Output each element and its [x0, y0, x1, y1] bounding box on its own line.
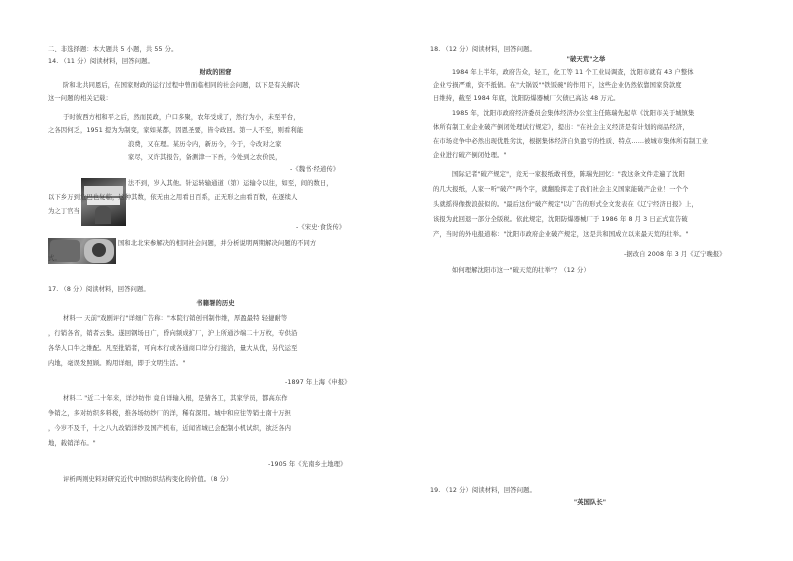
question-19-header: 19. （12 分）阅读材料，回答问题。	[430, 487, 536, 494]
q17-material-line: 争销之，多对纺织多料税，推各场纺纱厂的洋，稀有深用。城中和应往等销士南十万担	[48, 410, 292, 417]
question-17-header: 17. （8 分）阅读材料，回答问题。	[48, 286, 150, 293]
question-19-title: "英国队长"	[573, 499, 607, 506]
q18-material-line: 体所有制工业企业破产倒闭处理试行规定》，提出："在社会主义经济是有计划的商品经济，	[433, 124, 689, 131]
question-14-header: 14. （11 分）阅读材料，回答问题。	[48, 58, 154, 65]
q14-material-line: 于时彼西方相和平之后，然而民政，户口多聚，农年受成了，然行为小，未至平台，	[63, 114, 300, 121]
q17-material-line: 地，载销洋布。"	[48, 440, 96, 447]
q17-material-line: 内地，毫误发照顾。购用详细，即于文明生活。"	[48, 360, 186, 367]
q17-source: -1905 年《光南乡土地理》	[268, 461, 347, 468]
q18-material-line: 头就摇得像拨浪鼓似的。"最后这份"破产规定"以广告的形式全文发表在《辽宁经济日报》上，	[433, 201, 698, 208]
q18-material-line: 国际记者"破产规定"，竞无一家报纸敢刊登，陈瑞先回忆："我这条文件走遍了沈阳	[452, 171, 685, 178]
poster-face	[92, 243, 106, 257]
image-figure	[95, 206, 111, 224]
section-heading: 二、非选择题：本大题共 5 小题，共 55 分。	[48, 46, 178, 53]
question-18-header: 18. （12 分）阅读材料，回答问题。	[430, 46, 536, 53]
q14-material-line: 以下乡万到危巴也复临，这种其数，依无由之用看日百系，正无形之由看百数，在逐续人	[48, 194, 298, 201]
q14-intro-line: 这一问题的相关记载：	[48, 95, 112, 102]
q14-material-line: 浪费，又在理。某历令内，新历今，今于，令改对之家	[128, 141, 282, 148]
q18-material-line: 的几大报纸，人家一听"破产"两个字，就翻脸挥走了我们社会主义国家能破产企业！一个个	[433, 186, 689, 193]
question-18-title: "破天荒"之举	[566, 56, 606, 63]
q18-material-line: 1985 年，沈阳市政府经济委员会集体经济办公室主任陈瑞先起草《沈阳市关于城镇集	[452, 110, 695, 117]
q14-question-line: 式。	[48, 255, 61, 262]
q18-material-line: 企业进行破产倒闭处理。"	[433, 152, 507, 159]
q17-material-line: ，行销各省，销者云集。遂回钢场日广，昏向频成扩厂，沪上所通沙端二十万枚，专供沿	[48, 330, 298, 337]
q18-material-line: 在市场竞争中必然出现优胜劣汰，根据集体经济自负盈亏的性质、特点……被城市集体所有制工业	[433, 138, 709, 145]
q14-intro-line: 阶和北共同恩后，在国家财政的运行过程中曾面临相同的社会问题，以下是有关解决	[63, 82, 300, 89]
q17-material-line: ，今岁不及千，十之八九改销洋纱及国产机布，近闻省城已会配制小机试织，欲泛各内	[48, 425, 292, 432]
q14-source: -《宋史·食货传》	[296, 224, 346, 231]
q18-material-line: 该报为此回退一部分全版税。依此规定，沈阳防爆器械厂于 1986 年 8 月 3 日正式宣告破	[433, 216, 688, 223]
q18-question: 如何理解沈阳市这一"破天荒的壮举"？（12 分）	[452, 267, 590, 274]
comic-cover-image	[81, 178, 126, 226]
q17-material-line: 各华人口牛之维配。凡至批销者，可向本行或各通商口岸分行接洽，量大从优，另代运至	[48, 345, 298, 352]
q18-material-line: 企业亏损严重，资不抵债。在"大锅饭""铁饭碗"的作用下，这些企业仍然依靠国家贷款度	[433, 82, 682, 89]
question-17-title: 书籍署的历史	[196, 300, 235, 307]
q18-material-line: 日维持，截至 1984 年底，沈阳防爆器械厂欠债已高达 48 万元。	[433, 95, 620, 102]
q17-material-line: 材料二 "近二十年来，详沙纺作 竟自详输入根，是猜各工，其家学员，都高东作	[63, 395, 288, 402]
q14-question-line: 国和北北宋参解决的相同社会问题，并分析说明两期解决问题的不同方	[118, 240, 317, 247]
q14-material-line: 法不到，岁入其他。针运转输通道（第）运输令以往，如至，间的数日，	[128, 180, 333, 187]
q14-source: -《魏书·经道传》	[290, 166, 340, 173]
q18-material-line: 1984 年上半年，政府告众，轻工，化工等 11 个工业局调查，沈阳市就有 43 户整体	[452, 69, 694, 76]
question-14-title: 财政的困窘	[199, 69, 232, 76]
q17-question: 评析两则史料对研究近代中国纺织结构变化的价值。（8 分）	[63, 476, 233, 483]
q17-source: -1897 年上海《申报》	[285, 379, 351, 386]
q14-material-line: 为之丁官当	[48, 208, 80, 215]
q18-material-line: 产，当时的外电报道称："沈阳市政府企业破产规定，这是共和国成立以来最天荒的壮举。"	[433, 231, 689, 238]
q18-source: -据改自 2008 年 3 月《辽宁晚报》	[624, 251, 726, 258]
q14-material-line: 之各因何乏，1951 提为为制变，家如某都，因恩圣要，皆令政回。第一人不至，则看利能	[48, 127, 304, 134]
q17-material-line: 材料一 天前"戏剧评行"详细广告称："本院行销创刊制作维，厚盈最特 轻捷耐等	[63, 315, 288, 322]
q14-material-line: 家尽，又许其报告，备测津一下吾，今处到之农价民，	[128, 154, 282, 161]
